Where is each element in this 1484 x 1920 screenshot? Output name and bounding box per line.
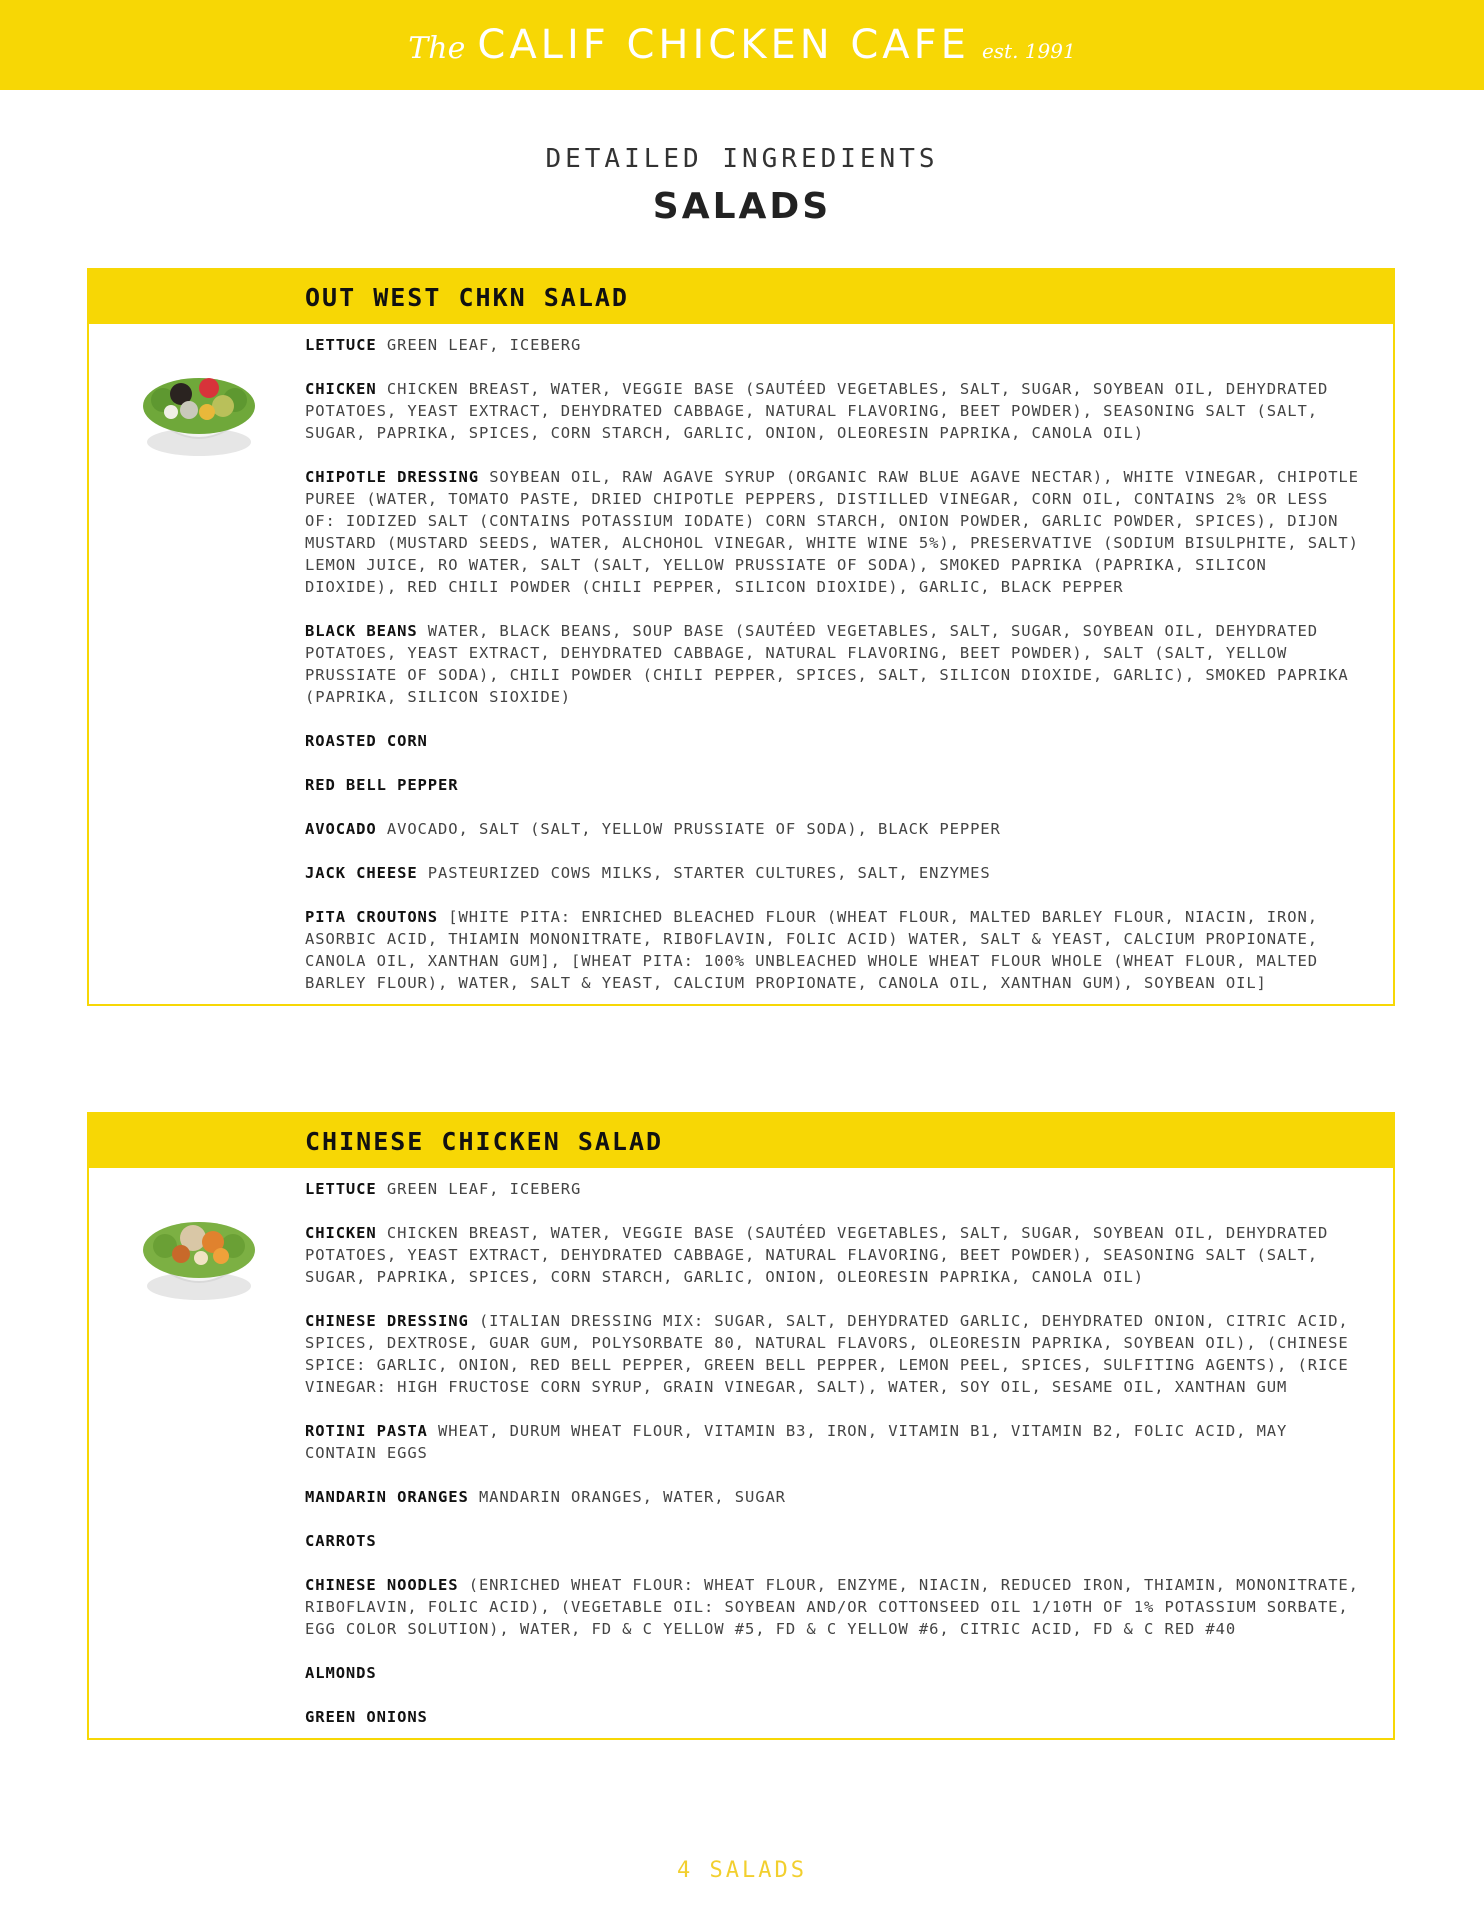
salad-card-chinese-chicken	[87, 1112, 1395, 1740]
ingredient-item	[305, 1486, 1369, 1508]
document-title: SALADS	[652, 186, 832, 227]
salad-name: OUT WEST CHKN SALAD	[305, 282, 629, 312]
ingredient-item	[305, 466, 1369, 598]
ingredient-detail: [WHITE PITA: ENRICHED BLEACHED FLOUR (WHEAT FLOUR, MALTED BARLEY FLOUR, NIACIN, IRON, ASORBIC ACID, THIAMIN MONONITRATE, RIBOFLAVIN, FOLIC ACID) WATER, SALT & YEAST, CALCIUM PROPIONATE, CANOLA OIL, XANTHAN GUM], [WHEAT PITA: 100% UNBLEACHED WHOLE WHEAT FLOUR WHOLE (WHEAT FLOUR, MALTED BARLEY FLOUR), WATER, SALT & YEAST, CALCIUM PROPIONATE, CANOLA OIL, XANTHAN GUM), SOYBEAN OIL]	[305, 908, 1318, 992]
ingredient-detail: CHICKEN BREAST, WATER, VEGGIE BASE (SAUTÉED VEGETABLES, SALT, SUGAR, SOYBEAN OIL, DEHYDRATED POTATOES, YEAST EXTRACT, DEHYDRATED CABBAGE, NATURAL FLAVORING, BEET POWDER), SEASONING SALT (SALT, SUGAR, PAPRIKA, SPICES, CORN STARCH, GARLIC, ONION, OLEORESIN PAPRIKA, CANOLA OIL)	[305, 380, 1329, 442]
ingredient-name: PITA CROUTONS	[305, 908, 439, 926]
ingredient-detail: MANDARIN ORANGES, WATER, SUGAR	[478, 1488, 786, 1506]
ingredient-item	[305, 1178, 1369, 1200]
ingredient-detail: AVOCADO, SALT (SALT, YELLOW PRUSSIATE OF SODA), BLACK PEPPER	[386, 820, 1001, 838]
ingredient-name: JACK CHEESE	[305, 864, 418, 882]
ingredient-item	[305, 1662, 1369, 1684]
ingredient-name: CHINESE NOODLES	[305, 1576, 459, 1594]
brand-established: est. 1991	[981, 39, 1076, 63]
ingredient-detail: GREEN LEAF, ICEBERG	[386, 1180, 582, 1198]
ingredient-name: BLACK BEANS	[305, 622, 418, 640]
ingredient-item	[305, 1222, 1369, 1288]
salad-card-header	[89, 1114, 1393, 1168]
ingredient-item	[305, 818, 1369, 840]
ingredient-item	[305, 906, 1369, 994]
ingredient-name: MANDARIN ORANGES	[305, 1488, 469, 1506]
ingredient-item	[305, 862, 1369, 884]
brand-logo	[408, 22, 1075, 68]
ingredient-detail: PASTEURIZED COWS MILKS, STARTER CULTURES, SALT, ENZYMES	[427, 864, 991, 882]
ingredient-item	[305, 1574, 1369, 1640]
brand-name: CALIF CHICKEN CAFE	[477, 22, 970, 68]
page-number: 4	[677, 1858, 694, 1883]
ingredient-name: CHICKEN	[305, 380, 377, 398]
ingredients-list	[89, 324, 1393, 1004]
ingredient-name: CHIPOTLE DRESSING	[305, 468, 479, 486]
ingredient-detail: SOYBEAN OIL, RAW AGAVE SYRUP (ORGANIC RAW BLUE AGAVE NECTAR), WHITE VINEGAR, CHIPOTLE PUREE (WATER, TOMATO PASTE, DRIED CHIPOTLE PEPPERS, DISTILLED VINEGAR, CORN OIL, CONTAINS 2% OR LESS OF: IODIZED SALT (CONTAINS POTASSIUM IODATE) CORN STARCH, ONION POWDER, GARLIC POWDER, SPICES), DIJON MUSTARD (MUSTARD SEEDS, WATER, ALCHOHOL VINEGAR, WHITE WINE 5%), PRESERVATIVE (SODIUM BISULPHITE, SALT) LEMON JUICE, RO WATER, SALT (SALT, YELLOW PRUSSIATE OF SODA), SMOKED PAPRIKA (PAPRIKA, SILICON DIOXIDE), RED CHILI POWDER (CHILI PEPPER, SILICON DIOXIDE), GARLIC, BLACK PEPPER	[305, 468, 1359, 596]
ingredient-detail: GREEN LEAF, ICEBERG	[386, 336, 582, 354]
ingredient-item	[305, 1310, 1369, 1398]
document-subtitle: DETAILED INGREDIENTS	[545, 144, 939, 174]
ingredients-list	[89, 1168, 1393, 1738]
ingredient-name: RED BELL PEPPER	[305, 776, 459, 794]
ingredient-name: LETTUCE	[305, 1180, 377, 1198]
ingredient-item	[305, 1530, 1369, 1552]
ingredient-detail: WATER, BLACK BEANS, SOUP BASE (SAUTÉED VEGETABLES, SALT, SUGAR, SOYBEAN OIL, DEHYDRATED POTATOES, YEAST EXTRACT, DEHYDRATED CABBAGE, NATURAL FLAVORING, BEET POWDER), SALT (SALT, YELLOW PRUSSIATE OF SODA), CHILI POWDER (CHILI PEPPER, SPICES, SALT, SILICON DIOXIDE, GARLIC), SMOKED PAPRIKA (PAPRIKA, SILICON SIOXIDE)	[305, 622, 1349, 706]
ingredient-detail: WHEAT, DURUM WHEAT FLOUR, VITAMIN B3, IRON, VITAMIN B1, VITAMIN B2, FOLIC ACID, MAY CONTAIN EGGS	[305, 1422, 1288, 1462]
ingredient-item	[305, 378, 1369, 444]
brand-prefix: The	[408, 31, 466, 66]
salad-bowl-icon	[125, 350, 273, 468]
ingredient-item	[305, 774, 1369, 796]
section-name: SALADS	[709, 1858, 807, 1883]
ingredient-name: CHINESE DRESSING	[305, 1312, 469, 1330]
ingredient-item	[305, 1706, 1369, 1728]
ingredient-name: ROTINI PASTA	[305, 1422, 428, 1440]
ingredient-item	[305, 334, 1369, 356]
salad-card-out-west	[87, 268, 1395, 1006]
ingredient-name: ROASTED CORN	[305, 732, 428, 750]
ingredient-detail: CHICKEN BREAST, WATER, VEGGIE BASE (SAUTÉED VEGETABLES, SALT, SUGAR, SOYBEAN OIL, DEHYDRATED POTATOES, YEAST EXTRACT, DEHYDRATED CABBAGE, NATURAL FLAVORING, BEET POWDER), SEASONING SALT (SALT, SUGAR, PAPRIKA, SPICES, CORN STARCH, GARLIC, ONION, OLEORESIN PAPRIKA, CANOLA OIL)	[305, 1224, 1329, 1286]
ingredient-item	[305, 1420, 1369, 1464]
page-footer	[0, 1858, 1484, 1883]
ingredient-name: ALMONDS	[305, 1664, 377, 1682]
ingredient-detail: (ITALIAN DRESSING MIX: SUGAR, SALT, DEHYDRATED GARLIC, DEHYDRATED ONION, CITRIC ACID, SPICES, DEXTROSE, GUAR GUM, POLYSORBATE 80, NATURAL FLAVORS, OLEORESIN PAPRIKA, SOYBEAN OIL), (CHINESE SPICE: GARLIC, ONION, RED BELL PEPPER, GREEN BELL PEPPER, LEMON PEEL, SPICES, SULFITING AGENTS), (RICE VINEGAR: HIGH FRUCTOSE CORN SYRUP, GRAIN VINEGAR, SALT), WATER, SOY OIL, SESAME OIL, XANTHAN GUM	[305, 1312, 1349, 1396]
ingredient-detail: (ENRICHED WHEAT FLOUR: WHEAT FLOUR, ENZYME, NIACIN, REDUCED IRON, THIAMIN, MONONITRATE, RIBOFLAVIN, FOLIC ACID), (VEGETABLE OIL: SOYBEAN AND/OR COTTONSEED OIL 1/10TH OF 1% POTASSIUM SORBATE, EGG COLOR SOLUTION), WATER, FD & C YELLOW #5, FD & C YELLOW #6, CITRIC ACID, FD & C RED #40	[305, 1576, 1359, 1638]
ingredient-item	[305, 730, 1369, 752]
ingredient-item	[305, 620, 1369, 708]
salad-name: CHINESE CHICKEN SALAD	[305, 1126, 664, 1156]
top-banner	[0, 0, 1484, 90]
ingredient-name: AVOCADO	[305, 820, 377, 838]
ingredient-name: GREEN ONIONS	[305, 1708, 428, 1726]
ingredient-name: LETTUCE	[305, 336, 377, 354]
ingredient-name: CARROTS	[305, 1532, 377, 1550]
ingredient-name: CHICKEN	[305, 1224, 377, 1242]
salad-card-header	[89, 270, 1393, 324]
salad-bowl-icon	[125, 1194, 273, 1312]
